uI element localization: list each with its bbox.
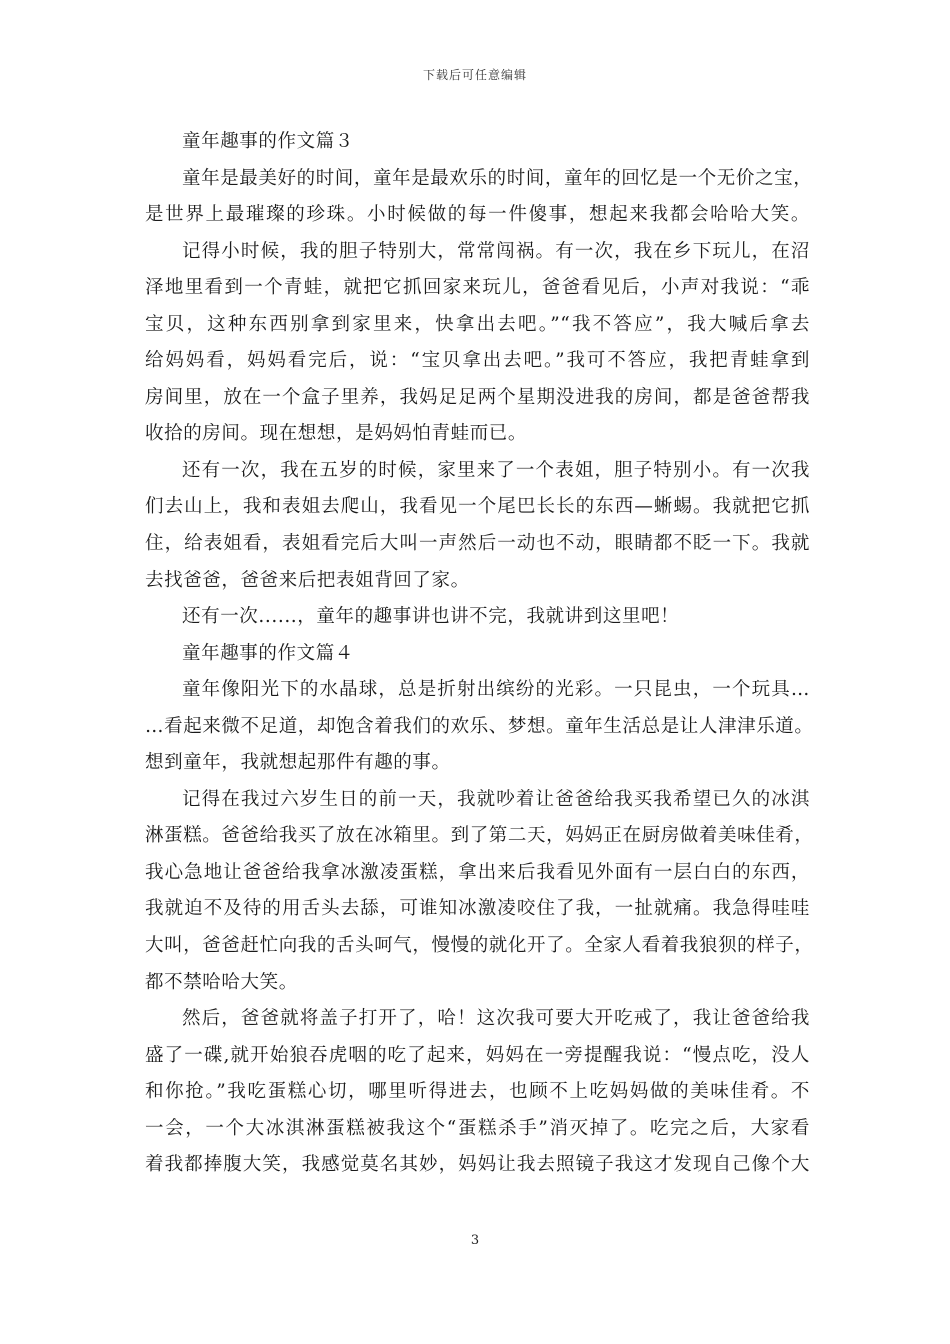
text-line: 大叫，爸爸赶忙向我的舌头呵气，慢慢的就化开了。全家人看着我狼狈的样子， (145, 935, 814, 957)
text-line: 住，给表姐看，表姐看完后大叫一声然后一动也不动，眼睛都不眨一下。我就 (145, 533, 810, 555)
text-line: 给妈妈看，妈妈看完后，说：“宝贝拿出去吧。”我可不答应，我把青蛙拿到 (145, 350, 810, 372)
text-line: 和你抢。”我吃蛋糕心切，哪里听得进去，也顾不上吃妈妈做的美味佳肴。不 (145, 1081, 810, 1103)
text-line: 着我都捧腹大笑，我感觉莫名其妙，妈妈让我去照镜子我这才发现自己像个大 (145, 1154, 810, 1176)
text-line: 都不禁哈哈大笑。 (145, 971, 298, 993)
text-line: 想到童年，我就想起那件有趣的事。 (145, 752, 451, 774)
text-line: 童年像阳光下的水晶球，总是折射出缤纷的光彩。一只昆虫，一个玩具… (182, 679, 810, 701)
text-line: 我心急地让爸爸给我拿冰激凌蛋糕，拿出来后我看见外面有一层白白的东西， (145, 861, 810, 883)
text-line: …看起来微不足道，却饱含着我们的欢乐、梦想。童年生活总是让人津津乐道。 (145, 715, 814, 737)
text-line: 还有一次，我在五岁的时候，家里来了一个表姐，胆子特别小。有一次我 (182, 459, 810, 481)
text-line: 淋蛋糕。爸爸给我买了放在冰箱里。到了第二天，妈妈正在厨房做着美味佳肴， (145, 825, 814, 847)
text-line: 是世界上最璀璨的珍珠。小时候做的每一件傻事，想起来我都会哈哈大笑。 (145, 204, 810, 226)
text-line: 然后，爸爸就将盖子打开了，哈！这次我可要大开吃戒了，我让爸爸给我 (182, 1008, 810, 1030)
page-number: 3 (470, 1233, 480, 1248)
text-line: 还有一次......，童年的趣事讲也讲不完，我就讲到这里吧！ (182, 606, 680, 628)
text-line: 收拾的房间。现在想想，是妈妈怕青蛙而已。 (145, 423, 528, 445)
text-line: 们去山上，我和表姐去爬山，我看见一个尾巴长长的东西—蜥蜴。我就把它抓 (145, 496, 810, 518)
text-line: 记得小时候，我的胆子特别大，常常闯祸。有一次，我在乡下玩儿，在沼 (182, 240, 810, 262)
text-line: 记得在我过六岁生日的前一天，我就吵着让爸爸给我买我希望已久的冰淇 (182, 788, 810, 810)
text-line: 一会，一个大冰淇淋蛋糕被我这个“蛋糕杀手”消灭掉了。吃完之后，大家看 (145, 1117, 810, 1139)
section-title: 童年趣事的作文篇３ (182, 131, 354, 152)
text-line: 去找爸爸，爸爸来后把表姐背回了家。 (145, 569, 470, 591)
document-body (145, 124, 814, 1184)
text-line: 盛了一碟,就开始狼吞虎咽的吃了起来，妈妈在一旁提醒我说：“慢点吃，没人 (145, 1044, 810, 1066)
text-line: 房间里，放在一个盒子里养，我妈足足两个星期没进我的房间，都是爸爸帮我 (145, 386, 810, 408)
page-header: 下载后可任意编辑 (422, 68, 527, 82)
text-line: 宝贝，这种东西别拿到家里来，快拿出去吧。”“我不答应”，我大喊后拿去 (145, 313, 810, 335)
text-line: 童年是最美好的时间，童年是最欢乐的时间，童年的回忆是一个无价之宝， (182, 167, 813, 189)
text-line: 泽地里看到一个青蛙，就把它抓回家来玩儿，爸爸看见后，小声对我说：“乖 (145, 277, 810, 299)
text-line: 我就迫不及待的用舌头去舔，可谁知冰激凌咬住了我，一扯就痛。我急得哇哇 (145, 898, 810, 920)
section-title: 童年趣事的作文篇４ (182, 642, 354, 664)
